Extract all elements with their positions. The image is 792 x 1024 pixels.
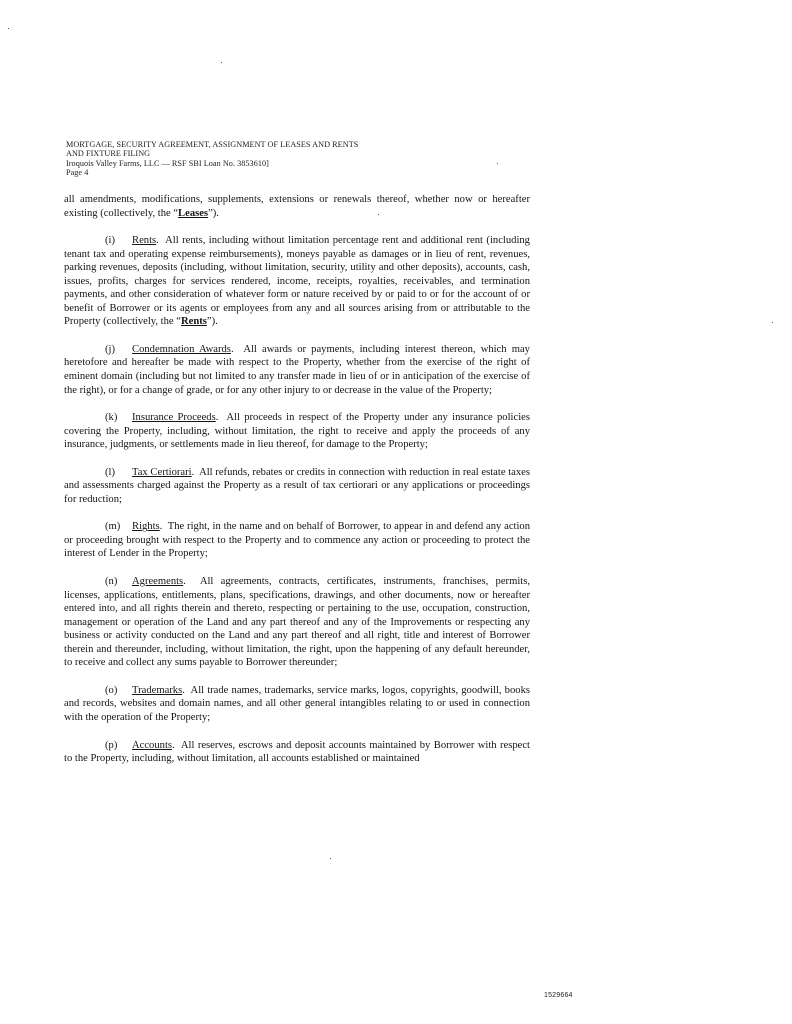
intro-text-before: all amendments, modifications, supplements, extensions or renewals thereof, whether now or hereafter existing (collectively, the “ — [64, 194, 530, 219]
clause-label: (l) — [105, 466, 115, 478]
document-body — [64, 193, 530, 780]
clause-heading: Tax Certiorari — [132, 466, 192, 478]
header-title-line-2: AND FIXTURE FILING — [66, 149, 151, 159]
clause-paragraph: (j) Condemnation Awards. All awards or payments, including interest thereon, which may heretofore and hereafter be made with respect to the Property, whether from the exercise of the right of eminent domain (including but not limited to any transfer made in lieu of or in anticipation of the exercise of the right), or for a change of grade, or for any other injury to or decrease in the value of the Property; — [64, 343, 530, 396]
intro-defined-term: Leases — [178, 207, 209, 219]
clause-heading: Condemnation Awards — [132, 343, 231, 355]
clause-heading: Insurance Proceeds — [132, 412, 216, 424]
clause-text: The right, in the name and on behalf of Borrower, to appear in and defend any action or proceeding brought with respect to the Property and to commence any action or proceeding to protect the interest of Lender in the Property; — [64, 521, 530, 560]
clause-heading: Trademarks — [132, 684, 183, 696]
scan-speck — [772, 322, 773, 323]
scan-speck — [378, 214, 379, 215]
clause-heading: Agreements — [132, 576, 184, 588]
document-number: 1529664 — [544, 992, 573, 999]
clause-label: (o) — [105, 684, 118, 696]
clause-heading: Rights — [132, 521, 160, 533]
clause-paragraph: (l) Tax Certiorari. All refunds, rebates or credits in connection with reduction in real estate taxes and assessments charged against the Property as a result of tax certiorari or any applications or proceedings for reduction; — [64, 466, 530, 505]
clause-paragraph: (i) Rents. All rents, including without limitation percentage rent and additional rent (including tenant tax and operating expense reimbursements), moneys payable as damages or in lieu of rent, revenues, parking revenues, deposits (including, without limitation, security, utility and other deposits), accounts, cash, issues, profits, charges for services rendered, income, receipts, royalties, receivables, and termination payments, and other consideration of whatever form or nature received by or paid to or for the account of or benefit of Borrower or its agents or employees from any and all sources arising from or attributable to the Property (collectively, the “Rents”). — [64, 235, 530, 328]
header-loan-line: Iroquois Valley Farms, LLC — RSF SBI Loan No. 3853610] — [66, 158, 269, 168]
clause-paragraph: (n) Agreements. All agreements, contracts, certificates, instruments, franchises, permits, licenses, applications, entitlements, plans, specifications, drawings, and other documents, now or hereafter entered into, and all rights therein and thereto, respecting or pertaining to the use, occupation, construction, management or operation of the Land and any part thereof and any of the Improvements or respecting any business or activity conducted on the Land and any part thereof and all right, title and interest of Borrower therein and thereunder, including, without limitation, the right, upon the happening of any default hereunder, to receive and collect any sums payable to Borrower thereunder; — [64, 576, 530, 669]
clause-text: All trade names, trademarks, service marks, logos, copyrights, goodwill, books and records, websites and domain names, and all other general intangibles relating to or used in connection with the operation of the Property; — [64, 684, 530, 723]
clause-tail: ”). — [206, 316, 218, 328]
clause-text: All proceeds in respect of the Property under any insurance policies covering the Property, including, without limitation, the right to receive and apply the proceeds of any insurance, judgments, or settlements made in lieu thereof, for damage to the Property; — [64, 412, 530, 451]
clause-paragraph: (o) Trademarks. All trade names, trademarks, service marks, logos, copyrights, goodwill, books and records, websites and domain names, and all other general intangibles relating to or used in connection with the operation of the Property; — [64, 684, 530, 723]
clause-paragraph: (k) Insurance Proceeds. All proceeds in respect of the Property under any insurance policies covering the Property, including, without limitation, the right to receive and apply the proceeds of any insurance, judgments, or settlements made in lieu thereof, for damage to the Property; — [64, 412, 530, 451]
clause-text: All rents, including without limitation percentage rent and additional rent (including tenant tax and operating expense reimbursements), moneys payable as damages or in lieu of rent, revenues, parking revenues, deposits (including, without limitation, security, utility and other deposits), accounts, cash, issues, profits, charges for services rendered, income, receipts, royalties, receivables, and termination payments, and other consideration of whatever form or nature received by or paid to or for the account of or benefit of Borrower or its agents or employees from any and all sources arising from or attributable to the Property (collectively, the “ — [64, 235, 530, 328]
clause-text: All reserves, escrows and deposit accounts maintained by Borrower with respect to the Property, including, without limitation, all accounts established or maintained — [64, 739, 530, 765]
clause-defined-term: Rents — [180, 316, 207, 328]
clause-label: (i) — [105, 235, 115, 247]
clause-paragraph: (m) Rights. The right, in the name and on behalf of Borrower, to appear in and defend any action or proceeding brought with respect to the Property and to commence any action or proceeding to protect the interest of Lender in the Property; — [64, 521, 530, 560]
clause-paragraph: (p) Accounts. All reserves, escrows and deposit accounts maintained by Borrower with respect to the Property, including, without limitation, all accounts established or maintained — [64, 739, 530, 765]
scan-speck — [8, 28, 9, 29]
clause-label: (n) — [105, 576, 118, 588]
clause-heading: Rents — [132, 235, 157, 247]
scan-speck — [330, 858, 331, 859]
clause-text: All refunds, rebates or credits in connection with reduction in real estate taxes and assessments charged against the Property as a result of tax certiorari or any applications or proceedings for reduction; — [64, 466, 530, 505]
clause-heading: Accounts — [132, 739, 173, 751]
clause-text: All agreements, contracts, certificates, instruments, franchises, permits, licenses, applications, entitlements, plans, specifications, drawings, and other documents, now or hereafter entered into, and all rights therein and thereto, respecting or pertaining to the use, occupation, construction, management or operation of the Land and any part thereof and any of the Improvements or respecting any business or activity conducted on the Land and any part thereof and all right, title and interest of Borrower therein and thereunder, including, without limitation, the right, upon the happening of any default hereunder, to receive and collect any sums payable to Borrower thereunder; — [64, 576, 530, 669]
clause-label: (p) — [105, 739, 118, 751]
clause-label: (k) — [105, 412, 118, 424]
scan-speck — [221, 62, 222, 63]
clause-text: All awards or payments, including interest thereon, which may heretofore and hereafter be made with respect to the Property, whether from the exercise of the right of eminent domain (including but not limited to any transfer made in lieu of or in anticipation of the exercise of the right), or for a change of grade, or for any other injury to or decrease in the value of the Property; — [64, 343, 530, 396]
clause-label: (j) — [105, 343, 115, 355]
running-header — [66, 140, 486, 178]
header-title-line-1: MORTGAGE, SECURITY AGREEMENT, ASSIGNMENT OF LEASES AND RENTS — [66, 140, 359, 149]
clause-label: (m) — [105, 521, 121, 533]
intro-paragraph — [64, 193, 530, 220]
header-page-number: Page 4 — [66, 168, 89, 178]
intro-text-after: ”). — [208, 207, 219, 219]
scan-speck — [497, 163, 498, 164]
